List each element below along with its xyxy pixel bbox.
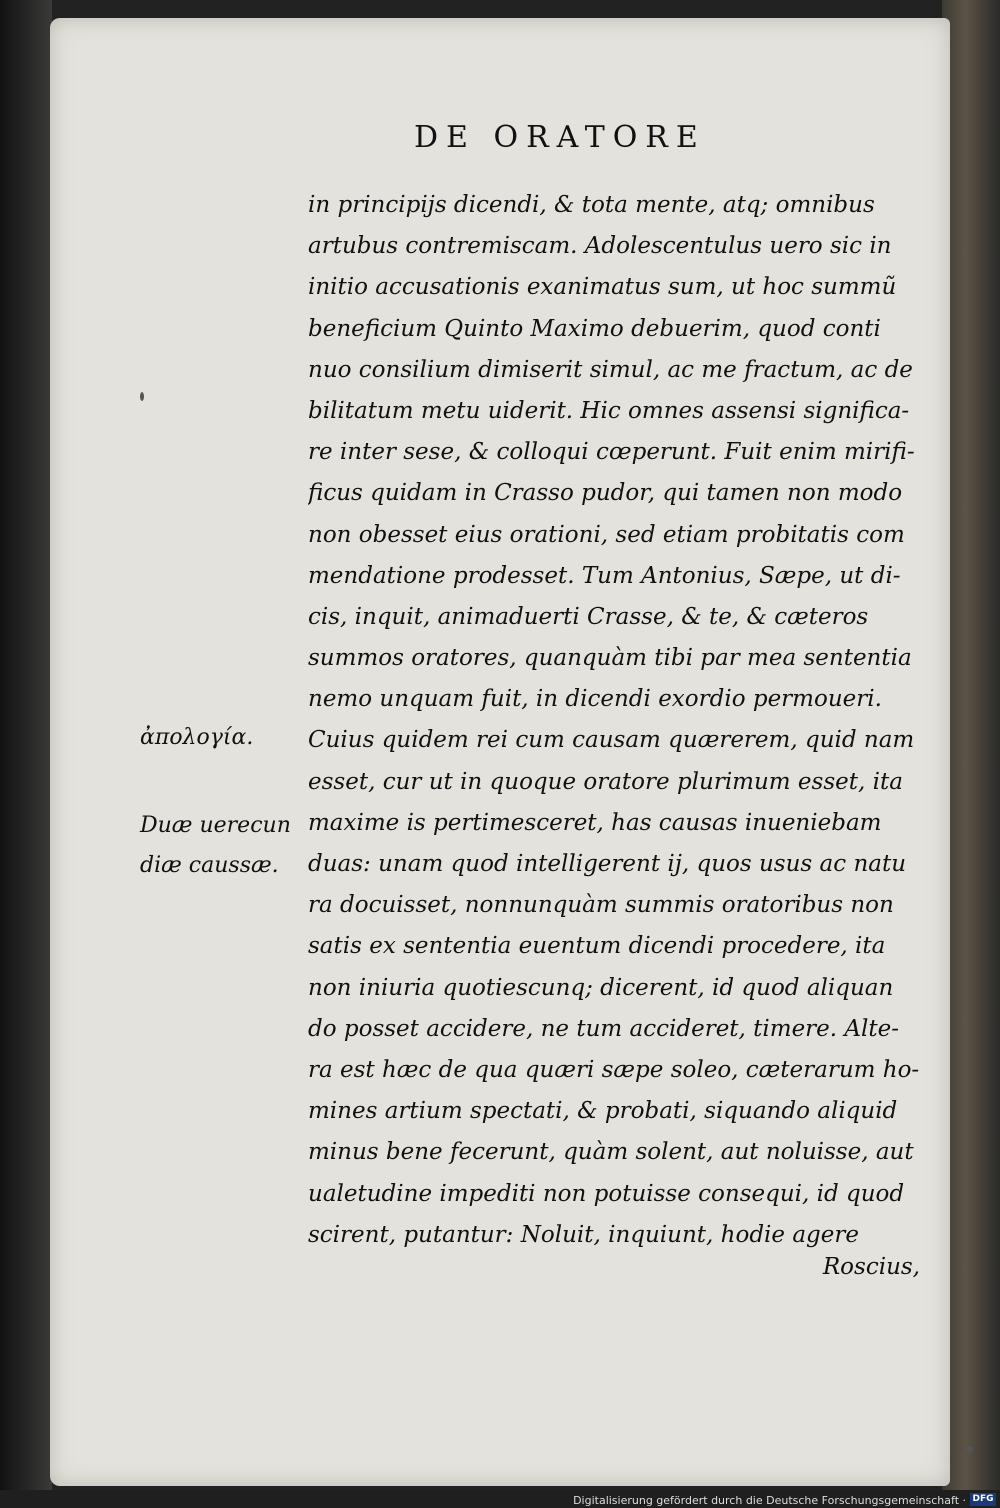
digitization-footer [0,1490,1000,1508]
text-line: cis, inquit, animaduerti Crasse, & te, & cæteros [308,603,869,630]
text-line: mines artium spectati, & probati, siquando aliquid [308,1098,898,1125]
text-line: maxime is pertimesceret, has causas inueniebam [308,809,882,836]
text-line: initio accusationis exanimatus sum, ut hoc summũ [308,274,897,301]
text-line: ra docuisset, nonnunquàm summis oratoribus non [308,892,894,919]
text-line: beneficium Quinto Maximo debuerim, quod conti [308,315,881,342]
binding-edge [0,0,52,1490]
ink-speck [966,1446,973,1453]
marginal-note [140,806,291,886]
marginal-note-line: diæ caussæ. [140,853,279,878]
text-line: artubus contremiscam. Adolescentulus uero sic in [308,233,892,260]
text-line: minus bene fecerunt, quàm solent, aut noluisse, aut [308,1139,914,1166]
funding-credit: Digitalisierung gefördert durch die Deutsche Forschungsgemeinschaft · [573,1494,966,1507]
text-line: satis ex sententia euentum dicendi procedere, ita [308,933,886,960]
text-line: duas: unam quod intelligerent ij, quos usus ac natu [308,851,907,877]
text-line: ra est hæc de qua quæri sæpe soleo, cæterarum ho- [308,1056,920,1083]
dfg-logo: DFG [970,1493,996,1506]
text-line: mendatione prodesset. Tum Antonius, Sæpe, ut di- [308,562,901,589]
ink-speck [140,392,144,401]
text-line: re inter sese, & colloqui cœperunt. Fuit enim mirifi- [308,439,915,466]
marginal-note-greek: ἀπολογία. [140,725,254,750]
page-edge [942,0,1000,1490]
text-line: non iniuria quotiescunq; dicerent, id quod aliquan [308,974,894,1001]
text-line: do posset accidere, ne tum accideret, timere. Alte- [308,1015,900,1042]
catchword: Roscius, [822,1254,920,1280]
marginal-note-line: Duæ uerecun [140,813,291,838]
text-line: in principijs dicendi, & tota mente, atq; omnibus [308,192,875,218]
text-line: Cuius quidem rei cum causam quærerem, quid nam [308,727,915,754]
text-line: nuo consilium dimiserit simul, ac me fractum, ac de [308,356,913,383]
text-line: non obesset eius orationi, sed etiam probitatis com [308,521,905,548]
text-line: nemo unquam fuit, in dicendi exordio permoueri. [308,686,882,713]
text-line: scirent, putantur: Noluit, inquiunt, hodie agere [308,1221,859,1248]
text-line: ualetudine impediti non potuisse consequi, id quod [308,1180,905,1207]
main-text [308,185,923,1256]
text-line: bilitatum metu uiderit. Hic omnes assensi significa- [308,397,910,424]
text-line: summos oratores, quanquàm tibi par mea sententia [308,645,912,672]
text-line: ficus quidam in Crasso pudor, qui tamen non modo [308,480,903,507]
text-line: esset, cur ut in quoque oratore plurimum esset, ita [308,768,903,795]
running-head: DE ORATORE [414,120,706,155]
